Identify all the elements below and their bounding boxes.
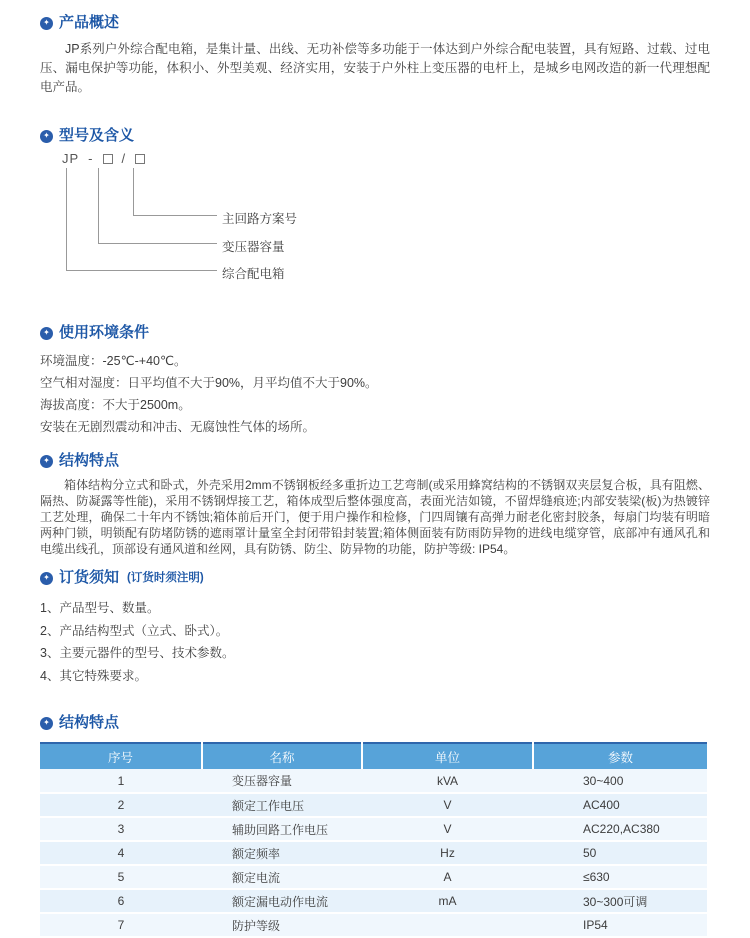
section-bullet-icon: ✦ (40, 717, 53, 730)
model-code-diagram (40, 151, 710, 287)
section-bullet-icon: ✦ (40, 130, 53, 143)
cell-index: 6 (40, 889, 202, 913)
cell-index: 7 (40, 913, 202, 937)
environment-conditions (40, 350, 710, 438)
section-title-structure: 结构特点 (59, 452, 120, 469)
cell-index: 3 (40, 817, 202, 841)
cell-param: IP54 (533, 913, 707, 937)
cell-index: 2 (40, 793, 202, 817)
section-heading-ordering (40, 569, 710, 587)
model-code (62, 151, 145, 166)
table-row (40, 865, 707, 889)
ordering-item: 4、其它特殊要求。 (40, 668, 147, 683)
model-label-scheme: 主回路方案号 (222, 212, 298, 226)
structure-paragraph: 箱体结构分立式和卧式，外壳采用2mm不锈钢板经多重折边工艺弯制(或采用蜂窝结构的不锈钢双夹层复合板，具有阻燃、隔热、防凝露等性能)，采用不锈钢焊接工艺，箱体成型后整体强度高，表面光洁如镜，不留焊缝痕迹;内部安装梁(板)为热镀锌工艺处理，确保二十年内不锈蚀;箱体前后开门，便于用户操作和检修，门四周镶有高弹力耐老化密封胶条，每扇门均装有明暗两种门锁，明锁配有防堵防锈的遮雨罩计量室全封闭带铅封装置;箱体侧面装有防雨防异物的进线电缆穿管，底部冲有通风孔和电缆出线孔，顶部设有通风道和丝网，具有防锈、防尘、防异物的功能，防护等级: IP54。 (40, 478, 710, 556)
cell-name: 额定频率 (202, 841, 362, 865)
cell-param: 30~300可调 (533, 889, 707, 913)
ordering-item: 3、主要元器件的型号、技术参数。 (40, 646, 235, 660)
section-heading-environment (40, 324, 710, 342)
cell-index: 4 (40, 841, 202, 865)
cell-index: 5 (40, 865, 202, 889)
section-title-model: 型号及含义 (59, 127, 135, 144)
environment-line: 空气相对湿度：日平均值不大于90%，月平均值不大于90%。 (40, 376, 378, 390)
model-dash: - (88, 151, 94, 166)
cell-unit: kVA (362, 769, 533, 793)
table-row (40, 913, 707, 937)
section-bullet-icon: ✦ (40, 572, 53, 585)
cell-unit: V (362, 793, 533, 817)
column-header-index: 序号 (40, 743, 202, 769)
cell-name: 额定工作电压 (202, 793, 362, 817)
section-bullet-icon: ✦ (40, 17, 53, 30)
cell-unit: mA (362, 889, 533, 913)
cell-name: 额定漏电动作电流 (202, 889, 362, 913)
cell-param: 30~400 (533, 769, 707, 793)
table-row (40, 793, 707, 817)
table-row (40, 817, 707, 841)
environment-line: 环境温度：-25℃-+40℃。 (40, 354, 187, 368)
section-title-parameters: 结构特点 (59, 714, 120, 731)
section-subtitle-ordering: (订货时须注明) (127, 572, 204, 584)
parameters-table (40, 742, 707, 938)
cell-unit: A (362, 865, 533, 889)
cell-param: ≤630 (533, 865, 707, 889)
section-title-environment: 使用环境条件 (59, 324, 150, 341)
environment-line: 安装在无剧烈震动和冲击、无腐蚀性气体的场所。 (40, 420, 316, 434)
ordering-item: 2、产品结构型式（立式、卧式）。 (40, 623, 229, 638)
table-row (40, 841, 707, 865)
column-header-name: 名称 (202, 743, 362, 769)
table-header-row (40, 743, 707, 769)
model-label-box: 综合配电箱 (222, 267, 285, 281)
section-heading-structure (40, 452, 710, 470)
section-bullet-icon: ✦ (40, 455, 53, 468)
section-heading-overview (40, 14, 710, 32)
cell-name: 防护等级 (202, 913, 362, 937)
cell-index: 1 (40, 769, 202, 793)
cell-unit: V (362, 817, 533, 841)
table-row (40, 769, 707, 793)
section-title-overview: 产品概述 (59, 14, 120, 31)
cell-unit (362, 913, 533, 937)
section-heading-model (40, 127, 710, 145)
column-header-param: 参数 (533, 743, 707, 769)
model-prefix: JP (62, 151, 80, 166)
cell-param: AC220,AC380 (533, 817, 707, 841)
ordering-list (40, 597, 710, 687)
section-heading-parameters (40, 714, 710, 732)
cell-name: 辅助回路工作电压 (202, 817, 362, 841)
cell-unit: Hz (362, 841, 533, 865)
cell-name: 额定电流 (202, 865, 362, 889)
cell-param: AC400 (533, 793, 707, 817)
model-label-capacity: 变压器容量 (222, 240, 285, 254)
ordering-item: 1、产品型号、数量。 (40, 601, 160, 615)
model-slash: / (121, 151, 127, 166)
section-bullet-icon: ✦ (40, 327, 53, 340)
connector-line-scheme (133, 168, 217, 216)
model-placeholder-box-2 (135, 154, 145, 164)
overview-paragraph: JP系列户外综合配电箱，是集计量、出线、无功补偿等多功能于一体达到户外综合配电装置，具有短路、过载、过电压、漏电保护等功能，体积小、外型美观、经济实用，安装于户外柱上变压器的电杆上，是城乡电网改造的新一代理想配电产品。 (40, 42, 710, 94)
table-row (40, 889, 707, 913)
section-title-ordering: 订货须知 (59, 569, 120, 586)
environment-line: 海拔高度：不大于2500m。 (40, 398, 191, 412)
cell-name: 变压器容量 (202, 769, 362, 793)
column-header-unit: 单位 (362, 743, 533, 769)
model-placeholder-box-1 (103, 154, 113, 164)
cell-param: 50 (533, 841, 707, 865)
